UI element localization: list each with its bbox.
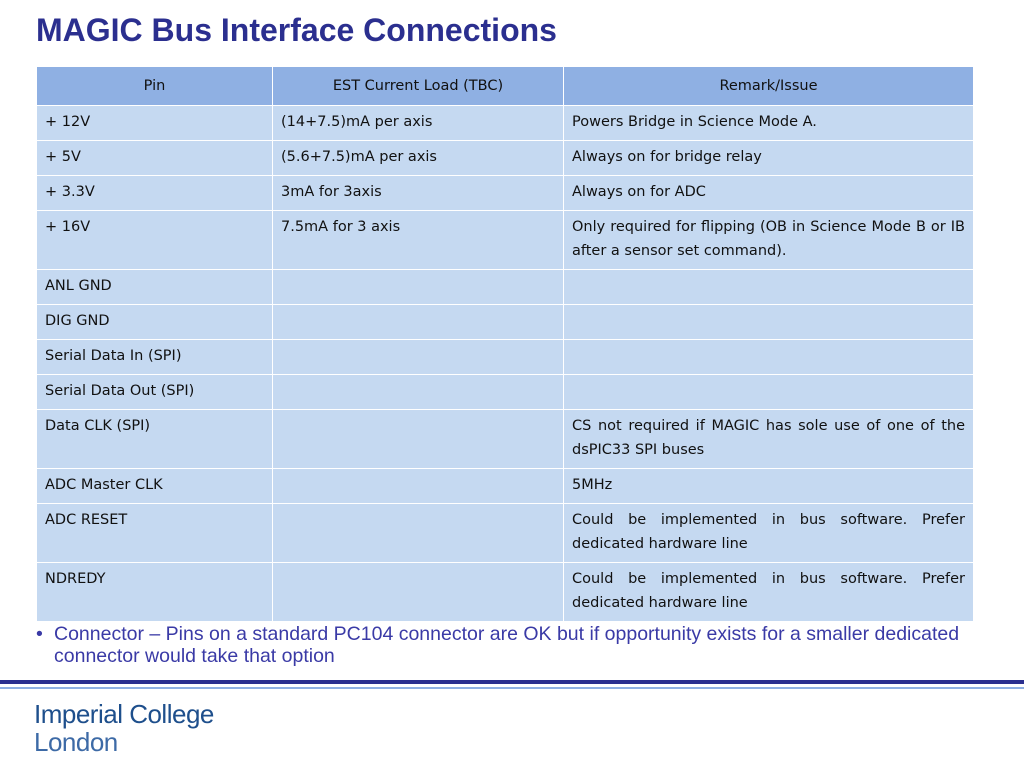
table-cell: Serial Data In (SPI) [37,340,273,375]
table-cell [273,340,564,375]
table-cell: Only required for flipping (OB in Science Mode B or IB after a sensor set command). [564,211,974,270]
table-row [37,106,974,141]
table-cell [273,563,564,622]
table-cell: Serial Data Out (SPI) [37,375,273,410]
table-cell: CS not required if MAGIC has sole use of one of the dsPIC33 SPI buses [564,410,974,469]
table-cell [564,340,974,375]
logo-line-2: London [34,727,118,757]
table-row [37,270,974,305]
table-cell: Always on for ADC [564,176,974,211]
table-row [37,375,974,410]
table-cell: + 5V [37,141,273,176]
table-row [37,211,974,270]
bullet-marker: • [36,623,43,645]
table-cell: + 12V [37,106,273,141]
table-row [37,504,974,563]
table-cell: Data CLK (SPI) [37,410,273,469]
table-cell: Could be implemented in bus software. Prefer dedicated hardware line [564,504,974,563]
table-cell [273,270,564,305]
logo-line-1: Imperial College [34,699,214,729]
connections-table [36,66,974,622]
table-cell: 5MHz [564,469,974,504]
imperial-college-logo [34,700,214,756]
table-header-row [37,67,974,106]
table-cell: Always on for bridge relay [564,141,974,176]
slide-title: MAGIC Bus Interface Connections [36,12,557,48]
table-cell: (14+7.5)mA per axis [273,106,564,141]
table-cell: ADC Master CLK [37,469,273,504]
table-cell [564,270,974,305]
column-header-pin: Pin [37,67,273,106]
table-cell [273,469,564,504]
table-cell [273,504,564,563]
table-cell [564,375,974,410]
table-cell: + 3.3V [37,176,273,211]
table-cell: ADC RESET [37,504,273,563]
table-cell: DIG GND [37,305,273,340]
table-cell [273,305,564,340]
table-row [37,410,974,469]
table-cell: ANL GND [37,270,273,305]
table-row [37,563,974,622]
table-cell [273,375,564,410]
table-row [37,141,974,176]
table-cell: + 16V [37,211,273,270]
table-cell: NDREDY [37,563,273,622]
column-header-current-load: EST Current Load (TBC) [273,67,564,106]
table-row [37,469,974,504]
table-cell: 3mA for 3axis [273,176,564,211]
table-cell [564,305,974,340]
connector-note [36,623,986,667]
table-cell: 7.5mA for 3 axis [273,211,564,270]
table-cell: (5.6+7.5)mA per axis [273,141,564,176]
table-cell: Powers Bridge in Science Mode A. [564,106,974,141]
connector-note-text: Connector – Pins on a standard PC104 connector are OK but if opportunity exists for a smaller dedicated connector would take that option [54,623,960,667]
column-header-remark: Remark/Issue [564,67,974,106]
table-row [37,176,974,211]
table-row [37,340,974,375]
footer-divider [0,680,1024,684]
table-cell: Could be implemented in bus software. Prefer dedicated hardware line [564,563,974,622]
footer-divider-accent [0,687,1024,689]
table-row [37,305,974,340]
table-cell [273,410,564,469]
